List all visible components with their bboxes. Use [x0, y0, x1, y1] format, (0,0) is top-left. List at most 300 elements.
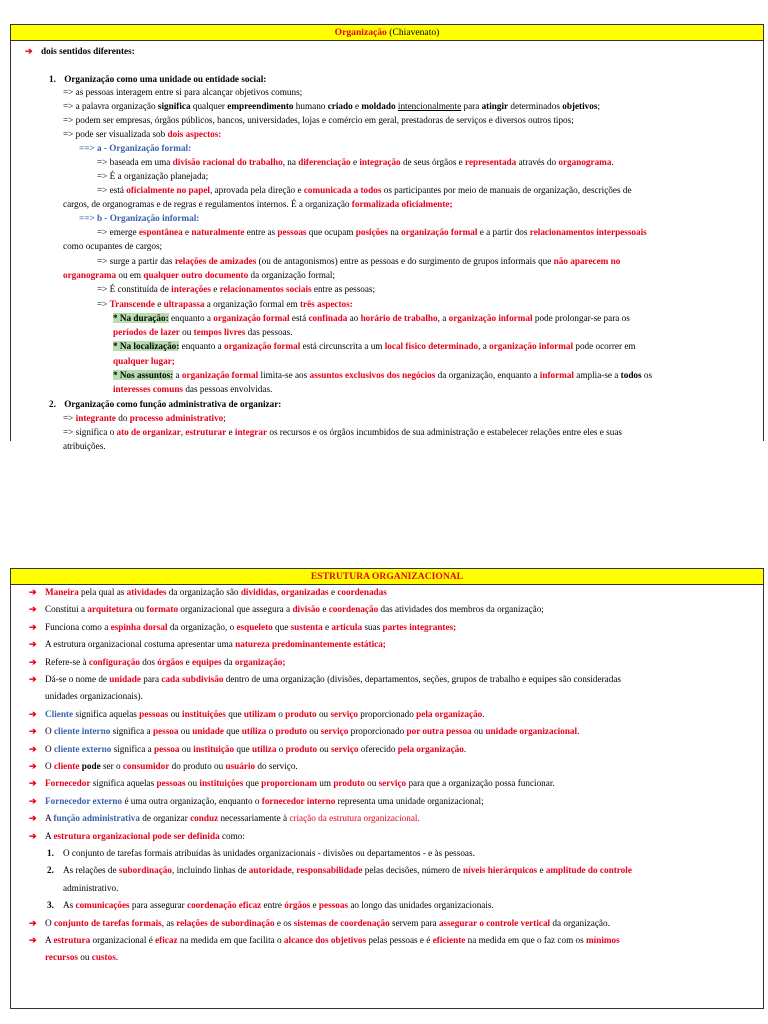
estrutura-item — [29, 708, 485, 720]
arrow-icon: ➔ — [29, 935, 37, 945]
text-segment: pela organização — [416, 708, 483, 719]
text-segment: como: — [219, 830, 245, 841]
text-segment: => surge a partir das — [97, 256, 175, 266]
numbered-item — [47, 900, 494, 911]
text-segment: ou — [317, 743, 331, 754]
list-number: 3. — [47, 900, 54, 911]
text-segment: significa aquelas — [73, 708, 140, 719]
text-segment: organização informal — [448, 313, 533, 323]
text-segment: assegurar o controle vertical — [438, 917, 551, 928]
estrutura-item — [29, 761, 298, 772]
estrutura-title-band — [11, 569, 763, 585]
text-segment: e — [328, 587, 338, 597]
text-segment: e — [154, 299, 164, 309]
text-segment: formalizada oficialmente; — [351, 199, 453, 209]
s1-line3: => podem ser empresas, órgãos públicos, bancos, universidades, lojas e comércio em geral, prestadoras de serviços e diversos outros tipos; — [63, 115, 574, 125]
text-segment: e — [210, 284, 220, 294]
text-segment: utilizam — [243, 708, 276, 719]
text-segment: da organização. — [550, 917, 610, 928]
text-segment: da organização formal; — [248, 270, 336, 280]
text-segment: . — [115, 952, 119, 963]
text-segment: . — [463, 743, 467, 754]
text-segment: pela organização — [397, 743, 464, 754]
text-segment: serviço — [378, 778, 407, 789]
text-segment: que ocupam — [306, 227, 356, 237]
text-segment: intencionalmente — [397, 101, 462, 111]
text-segment: é uma outra organização, enquanto o — [122, 795, 262, 806]
text-segment: das pessoas envolvidas. — [183, 384, 273, 394]
text-segment: A estrutura organizacional costuma apresentar uma — [45, 639, 236, 650]
text-segment: objetivos — [562, 101, 598, 111]
text-segment: pode ocorrer em — [573, 341, 636, 351]
text-segment: (ou de antagonismos) entre as pessoas e do surgimento de grupos informais que — [256, 256, 554, 266]
text-segment: relacionamentos sociais — [219, 284, 312, 294]
text-segment: produto — [285, 743, 318, 754]
text-segment: proporcionam — [261, 778, 317, 789]
numbered-item — [47, 848, 475, 859]
text-segment: criado — [327, 101, 353, 111]
text-segment: que — [243, 778, 262, 789]
text-segment: cliente — [53, 761, 80, 771]
text-segment: e — [182, 227, 192, 237]
text-segment: na medida em que facilita o — [177, 935, 284, 945]
text-segment: ao — [347, 313, 361, 323]
text-segment: Fornecedor — [45, 778, 91, 789]
text-segment: ao longo das unidades organizacionais. — [348, 900, 494, 911]
intro-line — [25, 46, 135, 57]
text-segment: determinados — [508, 101, 563, 111]
text-segment: conduz — [190, 813, 219, 824]
aspect-duration-b — [113, 327, 293, 338]
text-segment: significa a — [110, 726, 153, 737]
arrow-icon: ➔ — [29, 743, 37, 754]
numbered-item-cont — [63, 883, 118, 894]
text-segment: O — [45, 917, 54, 928]
text-segment: coordenação eficaz — [187, 900, 262, 911]
text-segment: oferecido — [358, 743, 398, 754]
text-segment: por outra pessoa — [406, 726, 472, 737]
text-segment: suas — [362, 621, 383, 632]
text-segment: instituição — [193, 743, 235, 754]
text-segment: pelas pessoas e é — [366, 935, 433, 945]
text-segment: cargos, de organogramas e de regras e regulamentos internos. É a organização — [63, 199, 352, 209]
text-segment: todos — [620, 370, 642, 380]
section2-number: 2. — [49, 399, 56, 409]
text-segment: dentro de uma organização (divisões, departamentos, seções, grupos de trabalho e equipes são consideradas — [223, 674, 621, 684]
text-segment: instituições — [182, 708, 226, 719]
text-segment: criação da estrutura organizacional. — [289, 813, 420, 824]
text-segment: através do — [516, 157, 559, 167]
text-segment: produto — [333, 778, 365, 789]
text-segment: ou — [179, 327, 194, 337]
text-segment: , — [291, 865, 297, 876]
text-segment: está circunscrita a um — [300, 341, 385, 351]
text-segment: autoridade — [248, 865, 292, 876]
text-segment: integrante — [75, 413, 116, 423]
text-segment: e — [226, 427, 235, 437]
s2-line3: atribuições. — [63, 441, 106, 451]
text-segment: confinada — [308, 313, 348, 323]
estrutura-item — [29, 743, 467, 755]
estrutura-item — [29, 795, 484, 807]
text-segment: que — [234, 743, 252, 754]
text-segment: órgãos — [284, 900, 311, 911]
text-segment: órgãos — [157, 656, 184, 667]
text-segment: ou — [316, 708, 331, 719]
section1-heading — [49, 74, 266, 85]
text-segment: O conjunto de tarefas formais atribuídas às unidades organizacionais - divisões ou departamentos - e às pessoas. — [63, 848, 475, 858]
text-segment: usuário — [225, 761, 256, 771]
text-segment: qualquer lugar; — [113, 356, 175, 366]
text-segment: empreendimento — [227, 101, 294, 111]
arrow-icon: ➔ — [29, 604, 37, 615]
text-segment: cada subdivisão — [161, 674, 224, 684]
formal-heading: ==> a - Organização formal: — [79, 143, 192, 153]
text-segment: . — [611, 157, 614, 167]
text-segment: pessoa — [153, 743, 180, 754]
text-segment: humano — [293, 101, 328, 111]
text-segment: os recursos e os órgãos incumbidos de sua administração e estabelecer relações entre eles e suas — [267, 427, 622, 437]
text-segment: ou em — [116, 270, 144, 280]
text-segment: e os — [274, 917, 294, 928]
text-segment: qualquer outro documento — [143, 270, 249, 280]
text-segment: relações de subordinação — [176, 917, 275, 928]
text-segment: necessariamente à — [218, 813, 290, 824]
text-segment: consumidor — [122, 761, 170, 771]
text-segment: unidade organizacional — [485, 726, 578, 737]
text-segment: informal — [539, 370, 574, 380]
estrutura-item — [29, 935, 620, 946]
title-main: Organização — [334, 27, 387, 38]
text-segment: Constitui a — [45, 604, 88, 615]
text-segment: da organização, enquanto a — [435, 370, 540, 380]
text-segment: . — [577, 726, 580, 737]
text-segment: espontânea — [138, 227, 183, 237]
text-segment: divisão racional do trabalho — [172, 157, 283, 167]
text-segment: está — [289, 313, 309, 323]
text-segment: posições — [355, 227, 388, 237]
text-segment: dois aspectos: — [167, 129, 222, 139]
text-segment: ou — [306, 726, 321, 737]
text-segment: produto — [275, 726, 307, 737]
text-segment: arquitetura — [87, 604, 133, 615]
formal-line3a — [97, 185, 632, 196]
text-segment: e — [183, 656, 192, 667]
text-segment: ou — [179, 743, 194, 754]
text-segment: significa a — [111, 743, 154, 754]
aspect-location-a — [113, 341, 636, 352]
text-segment: integrar — [234, 427, 268, 437]
text-segment: utiliza — [251, 743, 277, 754]
arrow-icon: ➔ — [29, 813, 37, 824]
s1-line1: => as pessoas interagem entre si para alcançar objetivos comuns; — [63, 87, 303, 97]
organizacao-title-band — [11, 25, 763, 41]
organizacao-panel — [10, 24, 764, 451]
s1-line4 — [63, 129, 221, 140]
text-segment: pessoas — [277, 227, 307, 237]
arrow-icon: ➔ — [29, 778, 37, 789]
text-segment: qualquer — [190, 101, 228, 111]
text-segment: Cliente — [45, 708, 74, 719]
text-segment: o — [275, 708, 286, 719]
arrow-icon: ➔ — [29, 830, 37, 841]
text-segment: subordinação — [118, 865, 172, 876]
text-segment: de organizar — [139, 813, 191, 824]
text-segment: => pode ser visualizada sob — [63, 129, 168, 139]
text-segment: Fornecedor externo — [45, 795, 123, 806]
text-segment: estruturar — [185, 427, 227, 437]
text-segment: e — [310, 900, 319, 911]
text-segment: de seus órgãos e — [400, 157, 466, 167]
text-segment: pessoas — [156, 778, 186, 789]
text-segment: Maneira — [45, 587, 79, 597]
text-segment: alcance dos objetivos — [283, 935, 367, 945]
text-segment: organização formal — [224, 341, 301, 351]
text-segment: coordenadas — [337, 587, 387, 597]
text-segment: organização formal — [213, 313, 290, 323]
text-segment: utiliza — [241, 726, 267, 737]
text-segment: sustenta — [290, 621, 323, 632]
text-segment: => — [97, 299, 110, 309]
text-segment: períodos de lazer — [113, 327, 180, 337]
text-segment: relacionamentos interpessoais — [529, 227, 647, 237]
estrutura-item — [29, 674, 621, 685]
aspect-duration-a — [113, 313, 630, 324]
text-segment: unidade — [192, 726, 224, 737]
estrutura-item — [29, 587, 387, 598]
text-segment: oficialmente no papel — [126, 185, 210, 195]
text-segment: atividades — [126, 587, 167, 597]
estrutura-panel — [10, 568, 764, 1009]
text-segment: função administrativa — [53, 813, 140, 824]
estrutura-title: ESTRUTURA ORGANIZACIONAL — [310, 571, 464, 582]
text-segment: do — [115, 413, 130, 423]
text-segment: que — [225, 708, 244, 719]
text-segment: moldado — [361, 101, 396, 111]
formal-line2: => É a organização planejada; — [97, 171, 209, 181]
arrow-icon: ➔ — [29, 708, 37, 719]
text-segment: tempos livres — [193, 327, 246, 337]
text-segment: O — [45, 726, 54, 737]
list-number: 1. — [47, 848, 54, 858]
arrow-icon: ➔ — [29, 674, 37, 684]
text-segment: => significa o — [63, 427, 117, 437]
text-segment: para que a organização possa funcionar. — [406, 778, 555, 789]
text-segment: , incluindo linhas de — [171, 865, 249, 876]
text-segment: ser o — [100, 761, 123, 771]
text-segment: serviço — [330, 708, 358, 719]
text-segment: * Na localização: — [113, 341, 180, 351]
text-segment: formato — [146, 604, 179, 615]
text-segment: ou — [132, 604, 147, 615]
text-segment: do serviço. — [255, 761, 298, 771]
estrutura-item — [29, 778, 555, 789]
text-segment: ou — [185, 778, 200, 789]
text-segment: ato de organizar — [116, 427, 181, 437]
text-segment: . — [482, 708, 485, 719]
text-segment: níveis hierárquicos — [463, 865, 538, 876]
text-segment: A — [45, 813, 54, 824]
text-segment: ou — [168, 708, 183, 719]
text-segment: Funciona como a — [45, 621, 111, 632]
text-segment: enquanto a — [168, 313, 214, 323]
text-segment: a — [173, 370, 182, 380]
text-segment: ou — [78, 952, 92, 963]
text-segment: instituições — [199, 778, 244, 789]
estrutura-item-cont — [45, 691, 143, 702]
informal-line4 — [97, 299, 353, 310]
text-segment: da — [221, 656, 235, 667]
s2-line2 — [63, 427, 622, 438]
text-segment: organização formal — [181, 370, 259, 380]
text-segment: o — [276, 743, 286, 754]
text-segment: Dá-se o nome de — [45, 674, 110, 684]
estrutura-item — [29, 604, 544, 615]
text-segment: relações de amizades — [174, 256, 257, 266]
text-segment: e — [320, 604, 329, 615]
text-segment: estrutura organizacional pode ser definida — [53, 830, 220, 841]
estrutura-item-cont — [45, 952, 118, 963]
text-segment: As — [63, 900, 76, 911]
text-segment: O — [45, 761, 54, 771]
text-segment: na — [387, 227, 402, 237]
text-segment: pode — [81, 761, 101, 771]
text-segment: estrutura — [53, 935, 91, 945]
text-segment: organização formal — [401, 227, 478, 237]
text-segment: o — [266, 726, 276, 737]
text-segment: configuração — [88, 656, 140, 667]
text-segment: , as — [161, 917, 177, 928]
text-segment: um — [316, 778, 334, 789]
arrow-icon: ➔ — [25, 46, 33, 56]
text-segment: que — [223, 726, 242, 737]
text-segment: atingir — [481, 101, 509, 111]
text-segment: representa uma unidade organizacional; — [335, 795, 484, 806]
text-segment: espinha dorsal — [110, 621, 168, 632]
text-segment: local físico determinado — [384, 341, 479, 351]
text-segment: => a palavra organização — [63, 101, 158, 111]
text-segment: administrativo. — [63, 882, 119, 893]
estrutura-item — [29, 621, 457, 633]
informal-line1b: como ocupantes de cargos; — [63, 241, 163, 251]
text-segment: amplia-se a — [573, 370, 621, 380]
text-segment: ; — [223, 413, 226, 423]
text-segment: comunicada a todos — [303, 185, 382, 195]
estrutura-item — [29, 726, 580, 737]
text-segment: , aprovada pela direção e — [209, 185, 304, 195]
list-number: 2. — [47, 865, 54, 876]
text-segment: comunicações — [75, 900, 130, 911]
s2-line1 — [63, 413, 226, 424]
arrow-icon: ➔ — [29, 621, 37, 632]
text-segment: os participantes por meio de manuais de organização, descrições de — [381, 185, 632, 195]
text-segment: proporcionado — [358, 708, 417, 719]
text-segment: horário de trabalho — [360, 313, 438, 323]
text-segment: serviço — [330, 743, 359, 754]
text-segment: processo administrativo — [129, 413, 224, 423]
informal-line2b — [63, 270, 335, 281]
text-segment: servem para — [389, 917, 439, 928]
estrutura-item — [29, 830, 245, 842]
informal-line2a — [97, 256, 620, 267]
text-segment: serviço — [320, 726, 349, 737]
text-segment: da organização são — [166, 587, 241, 597]
text-segment: produto — [285, 708, 317, 719]
formal-line1 — [97, 157, 614, 168]
text-segment: => É constituída de — [97, 284, 172, 294]
text-segment: equipes — [191, 656, 222, 667]
text-segment: entre as pessoas; — [311, 284, 376, 294]
text-segment: unidade — [109, 674, 141, 684]
text-segment: enquanto a — [179, 341, 224, 351]
text-segment: Refere-se à — [45, 656, 89, 667]
text-segment: diferenciação — [298, 157, 351, 167]
s1-line2 — [63, 101, 600, 112]
arrow-icon: ➔ — [29, 761, 37, 771]
text-segment: divididas, organizadas — [240, 587, 329, 597]
text-segment: e — [352, 101, 362, 111]
text-segment: interesses comuns — [113, 384, 184, 394]
text-segment: assuntos exclusivos dos negócios — [309, 370, 436, 380]
text-segment: recursos — [45, 952, 78, 963]
text-segment: divisão — [292, 604, 321, 615]
text-segment: , — [180, 427, 186, 437]
text-segment: dos — [139, 656, 158, 667]
text-segment: significa — [157, 101, 191, 111]
text-segment: , a — [478, 341, 490, 351]
text-segment: organizacional que assegura a — [178, 604, 293, 615]
aspect-location-b — [113, 356, 175, 367]
text-segment: representada — [465, 157, 517, 167]
text-segment: a organização formal em — [204, 299, 300, 309]
text-segment: e a partir dos — [477, 227, 530, 237]
text-segment: três aspectos: — [299, 299, 353, 309]
arrow-icon: ➔ — [29, 639, 37, 650]
text-segment: organograma — [558, 157, 612, 167]
text-segment: proporcionado — [348, 726, 407, 737]
text-segment: custos — [91, 952, 116, 963]
text-segment: amplitude do controle — [545, 865, 632, 876]
estrutura-item — [29, 656, 286, 668]
text-segment: pessoas — [139, 708, 169, 719]
text-segment: coordenação — [328, 604, 379, 615]
text-segment: => — [63, 413, 76, 423]
text-segment: entre — [261, 900, 285, 911]
text-segment: esqueleto — [236, 621, 273, 632]
text-segment: e — [322, 621, 332, 632]
text-segment: não aparecem no — [553, 256, 621, 266]
arrow-icon: ➔ — [29, 917, 37, 928]
text-segment: sistemas de coordenação — [293, 917, 390, 928]
text-segment: ou — [364, 778, 379, 789]
text-segment: e — [350, 157, 360, 167]
text-segment: para — [461, 101, 482, 111]
text-segment: que — [272, 621, 291, 632]
text-segment: os — [641, 370, 653, 380]
informal-line3 — [97, 284, 375, 295]
text-segment: pelas decisões, número de — [362, 865, 464, 876]
text-segment: mínimos — [586, 935, 620, 945]
section2-heading — [49, 399, 281, 410]
text-segment: das pessoas. — [245, 327, 293, 337]
text-segment: Transcende — [109, 299, 155, 309]
text-segment: entre as — [244, 227, 278, 237]
section1-title: Organização como uma unidade ou entidade social: — [64, 74, 267, 84]
text-segment: pela qual as — [78, 587, 127, 597]
informal-line1a — [97, 227, 647, 238]
text-segment: limita-se aos — [258, 370, 310, 380]
numbered-item — [47, 865, 632, 876]
